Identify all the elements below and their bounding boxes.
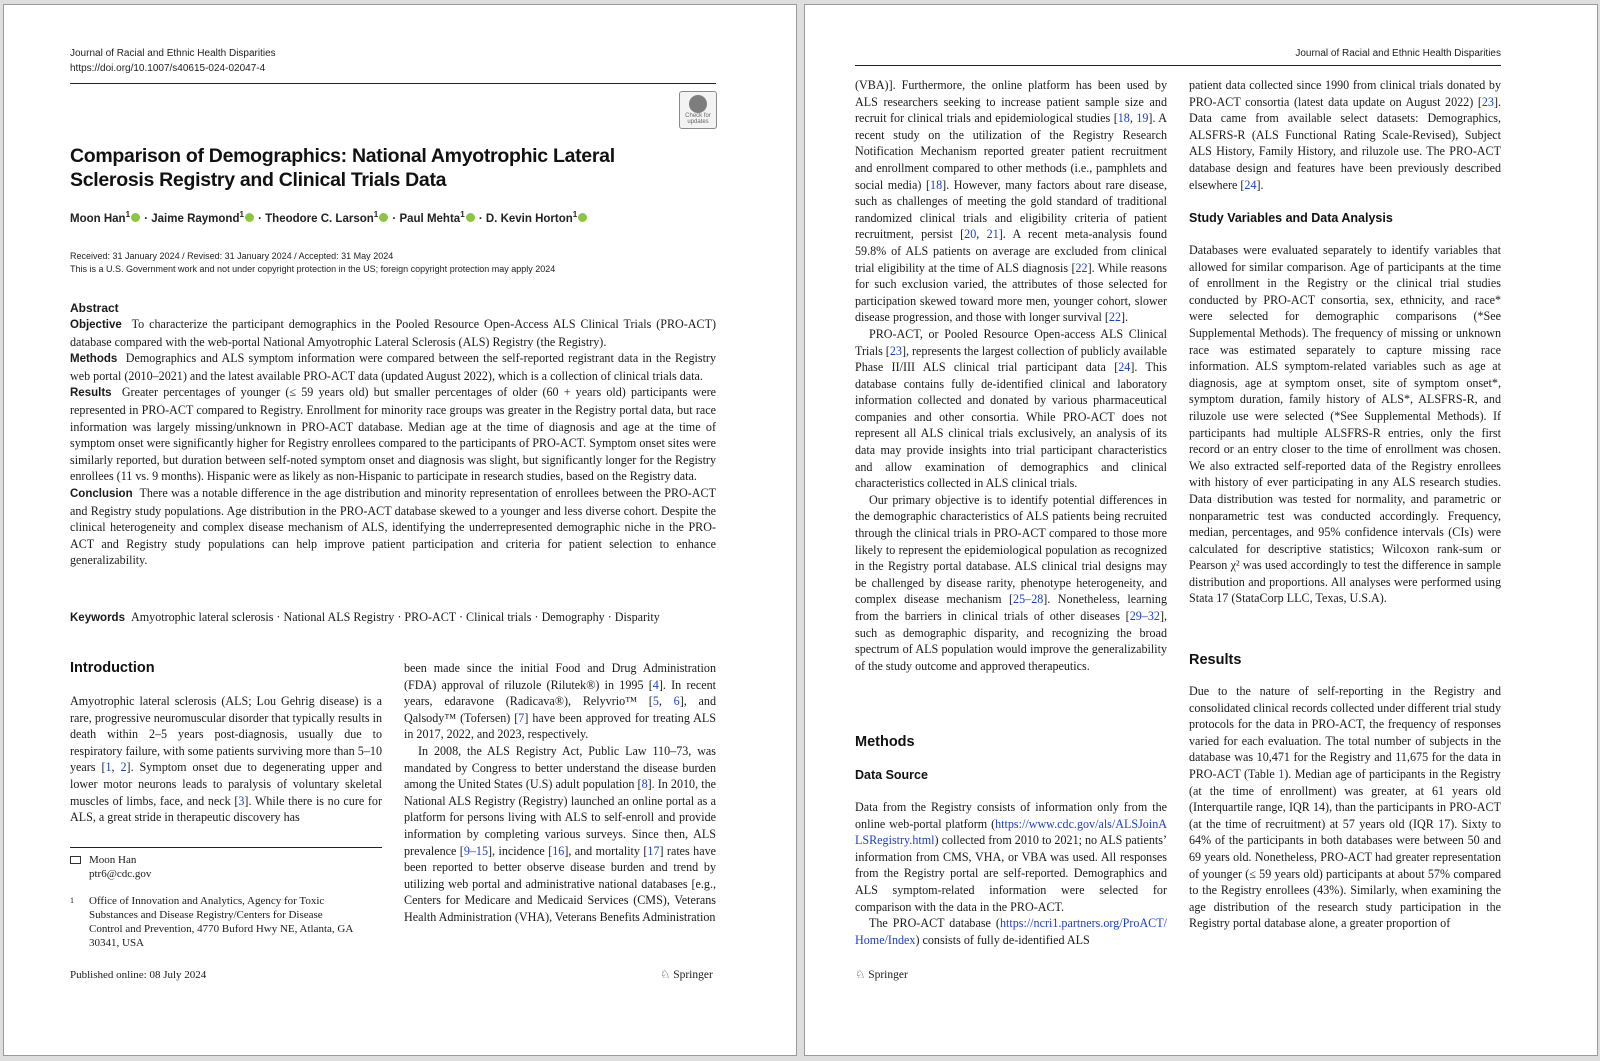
citation-link[interactable]: 24	[1244, 177, 1257, 192]
citation-link[interactable]: 25–28	[1013, 592, 1044, 607]
check-for-updates-badge[interactable]	[679, 91, 717, 129]
methods-label: Methods	[70, 353, 118, 366]
author[interactable]: Jaime Raymond	[151, 212, 240, 225]
abstract-objective	[70, 316, 716, 350]
body-paragraph: Data from the Registry consists of information only from the online web-portal platform (https://www.cdc.gov/als/ALSJoinALSRegistry.html) collected from 2010 to 2021; no ALS patients’ information from CMS, VHA, or VBA was used. All responses from the Registry portal are self-reported. Demographics and ALS symptom-related information were selected for comparison with the data in the PRO-ACT.	[855, 800, 1167, 914]
badge-label: Check for updates	[685, 113, 711, 125]
author-separator: ·	[254, 212, 266, 225]
citation-link[interactable]: 22	[1108, 310, 1122, 325]
body-paragraph: Databases were evaluated separately to identify variables that allowed for similar comparison. Age of participants at the time of enrollment in the Registry or the clinical trial studies conducted by PRO-ACT consortia, sex, ethnicity, and race* were selected for demographic comparisons (*See Supplemental Methods). The frequency of missing or unknown race was estimated separately to capture missing race information. ALS symptom-related variables such as age at diagnosis, age at symptom onset, site of symptom onset*, symptom duration, family history of ALS*, ALSFRS-R, and riluzole use were selected (*See Supplemental Methods). If participants had multiple ALSFRS-R entries, only the first record or an entry closer to the time of enrollment was chosen. We also extracted self-reported data of the Registry enrollees with history of ever participating in any ALS research studies. Data distribution was tested for normality, and parametric or nonparametric test was conducted accordingly. Frequency, median, percentages, and 95% confidence intervals (CIs) were calculated for descriptive statistics; Wilcoxon rank-sum or Pearson χ² was used accordingly to test the difference in sample distribution and proportions. All analyses were performed using Stata 17 (StataCorp LLC, Texas, U.S.A).	[1189, 243, 1501, 606]
study-variables-text	[1189, 242, 1501, 607]
author-affil-sup: 1	[373, 210, 379, 219]
body-paragraph: patient data collected since 1990 from clinical trials donated by PRO-ACT consortia (latest data update on August 2022) [23]. Data came from available select datasets: Demographics, ALSFRS-R (ALS Functional Rating Scale-Revised), Subject ALS History, Family History, and riluzole use. The PRO-ACT database design and features have been previously described elsewhere [24].	[1189, 78, 1501, 192]
springer-horse-icon: ♘	[660, 969, 671, 981]
registry-url-link[interactable]: https://www.cdc.gov/als/ALSJoinALSRegistry.html	[855, 816, 1167, 848]
author[interactable]: Paul Mehta	[399, 212, 461, 225]
intro-paragraph: Amyotrophic lateral sclerosis (ALS; Lou Gehrig disease) is a rare, progressive neuromuscular disorder that typically results in death within 2–5 years post-diagnosis, usually due to respiratory failure, with some patients surviving more than 5–10 years [1, 2]. Symptom onset due to degenerating upper and lower motor neurons leads to paralysis of voluntary skeletal muscles of limbs, face, and neck [3]. While there is no cure for ALS, a great stride in therapeutic discovery has	[70, 694, 383, 825]
methods-heading: Methods	[855, 734, 915, 750]
abstract-body	[70, 316, 716, 569]
corresponding-author: Moon Han	[89, 854, 137, 866]
footnote-rule	[70, 847, 382, 848]
results-heading: Results	[1189, 652, 1242, 668]
citation-link[interactable]: 2	[120, 760, 127, 775]
citation-link[interactable]: 18	[930, 177, 943, 192]
header-rule	[855, 65, 1501, 66]
citation-link[interactable]: 1	[105, 760, 112, 775]
citation-link[interactable]: 8	[641, 777, 648, 792]
results-label: Results	[70, 387, 112, 400]
orcid-icon[interactable]	[466, 213, 475, 222]
received-dates: Received: 31 January 2024 / Revised: 31 January 2024 / Accepted: 31 May 2024	[70, 251, 394, 261]
citation-link[interactable]: 18	[1117, 111, 1130, 126]
objective-label: Objective	[70, 319, 122, 331]
author-affil-sup: 1	[572, 210, 578, 219]
author-list	[70, 210, 588, 225]
abstract-results	[70, 384, 716, 485]
header-rule	[70, 83, 716, 84]
citation-link[interactable]: 23	[889, 343, 902, 358]
publisher-logo: ♘ Springer	[855, 969, 908, 981]
intro-column-2	[404, 660, 716, 926]
results-text: Greater percentages of younger (≤ 59 years old) but smaller percentages of older (60 + years old) participants were represented in PRO-ACT compared to Registry. Enrollment for minority race groups was greater in the Registry portal data, but race information was largely missing/unknown in PRO-ACT database. Median age at the time of diagnosis and age at the time of symptom onset were significantly higher for Registry enrollees compared to the participants of PRO-ACT. Symptom onset sites were similarly reported, but duration between self-noted symptom onset and diagnosis was slight, but significantly longer for the Registry enrollees (11 vs. 9 months). Hispanic were as likely as non-Hispanic to participate in research studies, based on the Registry data.	[70, 385, 717, 484]
citation-link[interactable]: 22	[1075, 260, 1088, 275]
author-affil-sup: 1	[460, 210, 465, 219]
abstract-conclusion	[70, 485, 716, 569]
citation-link[interactable]: 6	[673, 694, 680, 709]
abstract-methods	[70, 350, 716, 384]
conclusion-text: There was a notable difference in the age distribution and minority representation of enrollees between the PRO-ACT and Registry study populations. Age distribution in the PRO-ACT database skewed to a younger and less diverse cohort. Despite the clinical heterogeneity and complex disease mechanism of ALS, identifying the underrepresented demographic niche in the PRO-ACT and Registry study populations can help improve patient participation and criteria for patient selection to enhance generalizability.	[70, 485, 716, 568]
body-paragraph: Due to the nature of self-reporting in the Registry and consolidated clinical records collected under different trial study protocols for the data in PRO-ACT, the frequency of responses varied for each evaluation. The total number of subjects in the database was 10,471 for the Registry and 11,675 for the data in PRO-ACT (Table 1). Median age of participants in the Registry (at the time of enrollment) was greater, at 61 years old (Interquartile range, IQR 14), than the participants in PRO-ACT (at the time of recruitment) at 57 years old (IQR 17). Sixty to 64% of the participants in both databases were between 50 and 69 years old. Nonetheless, PRO-ACT had greater representation of younger (≤ 59 years old) participants at about 57% compared to the Registry enrollees (43%). Similarly, when examining the age distribution of the research study participation in the Registry portal database alone, a greater proportion of	[1189, 684, 1501, 931]
intro-column-1	[70, 693, 382, 826]
keywords	[70, 609, 716, 627]
results-text	[1189, 683, 1501, 932]
citation-link[interactable]: 17	[647, 843, 660, 858]
affiliation-sup: 1	[70, 896, 74, 905]
author[interactable]: Theodore C. Larson	[265, 212, 374, 225]
study-variables-heading: Study Variables and Data Analysis	[1189, 211, 1393, 225]
page-2	[804, 4, 1598, 1056]
springer-horse-icon: ♘	[855, 969, 866, 981]
citation-link[interactable]: 5	[652, 694, 659, 709]
citation-link[interactable]: 20	[964, 227, 977, 242]
article-title: Comparison of Demographics: National Amyotrophic Lateral Sclerosis Registry and Clinical Trials Data	[70, 145, 615, 191]
citation-link[interactable]: 3	[238, 793, 245, 808]
doi-link[interactable]: https://doi.org/10.1007/s40615-024-02047-4	[70, 63, 266, 74]
introduction-heading: Introduction	[70, 660, 155, 676]
copyright-notice: This is a U.S. Government work and not under copyright protection in the US; foreign copyright protection may apply 2024	[70, 264, 556, 274]
citation-link[interactable]: 7	[518, 710, 525, 725]
proact-url-link[interactable]: https://ncri1.partners.org/ProACT/Home/Index	[855, 916, 1167, 947]
intro-paragraph: In 2008, the ALS Registry Act, Public Law 110–73, was mandated by Congress to better understand the disease burden among the United States (U.S) adult population [8]. In 2010, the National ALS Registry (Registry) launched an online portal as a platform for persons living with ALS to self-enroll and provide information by completing various surveys. Since then, ALS prevalence [9–15], incidence [16], and mortality [17] rates have been reported to better observe disease burden and trend by utilizing web portal and administrative national databases [e.g., Centers for Medicare and Medicaid Services (CMS), Veterans Health Administration (VHA), Veterans Benefits Administration	[404, 743, 716, 924]
corresponding-email[interactable]: ptr6@cdc.gov	[89, 868, 152, 880]
citation-link[interactable]: 19	[1136, 111, 1149, 126]
author-affil-sup: 1	[125, 210, 131, 219]
page-1	[3, 4, 797, 1056]
citation-link[interactable]: 4	[652, 677, 659, 692]
orcid-icon[interactable]	[245, 213, 254, 222]
affiliation: Office of Innovation and Analytics, Agency for Toxic Substances and Disease Registry/Centers for Disease Control and Prevention, 4770 Buford Hwy NE, Atlanta, GA 30341, USA	[89, 895, 353, 949]
table-link[interactable]: 1	[1278, 766, 1285, 781]
author-separator: ·	[475, 212, 486, 225]
abstract-heading: Abstract	[70, 301, 119, 315]
column-1	[855, 77, 1167, 674]
orcid-icon[interactable]	[131, 213, 140, 222]
check-icon	[689, 95, 707, 113]
citation-link[interactable]: 21	[986, 227, 999, 242]
data-source-heading: Data Source	[855, 768, 928, 782]
citation-link[interactable]: 16	[552, 843, 565, 858]
orcid-icon[interactable]	[578, 213, 587, 222]
author-separator: ·	[141, 212, 152, 225]
citation-link[interactable]: 9–15	[463, 843, 488, 858]
data-source-text	[855, 799, 1167, 948]
author[interactable]: Moon Han	[70, 212, 126, 225]
body-paragraph: PRO-ACT, or Pooled Resource Open-access ALS Clinical Trials [23], represents the largest collection of publicly available Phase II/III ALS clinical trial participant data [24]. This database contains fully de-identified clinical and laboratory information collected and donated by various pharmaceutical companies and other consortia. While PRO-ACT does not represent all ALS clinical trials exclusively, an analysis of its data may provide insights into trial participant characteristics and allow examination of demographics and clinical characteristics collected in ALS clinical trials.	[855, 326, 1168, 491]
citation-link[interactable]: 24	[1118, 360, 1131, 375]
citation-link[interactable]: 29–32	[1129, 609, 1160, 623]
journal-name: Journal of Racial and Ethnic Health Disparities	[1295, 48, 1501, 59]
published-date: Published online: 08 July 2024	[70, 969, 207, 981]
conclusion-label: Conclusion	[70, 487, 133, 500]
methods-text: Demographics and ALS symptom information were compared between the self-reported registrant data in the Registry web portal (2010–2021) and the latest available PRO-ACT data (updated August 2022), which is a collection of clinical trials data.	[70, 351, 717, 383]
envelope-icon	[70, 856, 81, 864]
author[interactable]: D. Kevin Horton	[485, 212, 573, 225]
body-paragraph: Our primary objective is to identify potential differences in the demographic characteristics of ALS patients being recruited through the clinical trials in PRO-ACT compared to those more likely to represent the epidemiological population as recognized in the Registry portal database. ALS clinical trial designs may be challenged by disease rarity, phenotype heterogeneity, and complex disease mechanism [25–28]. Nonetheless, learning from the barriers in clinical trials of other diseases [29–32], such as demographic disparity, and recognizing the broad spectrum of ALS population would improve the generalizability of the study outcome and approved therapeutics.	[855, 492, 1167, 673]
citation-link[interactable]: 23	[1481, 94, 1494, 109]
orcid-icon[interactable]	[379, 213, 388, 222]
objective-text: To characterize the participant demographics in the Pooled Resource Open-Access ALS Clinical Trials (PRO-ACT) database compared with the web-portal National Amyotrophic Lateral Sclerosis (ALS) Registry (the Registry).	[70, 317, 716, 349]
author-affil-sup: 1	[239, 210, 244, 219]
intro-paragraph: been made since the initial Food and Drug Administration (FDA) approval of riluzole (Rilutek®) in 1995 [4]. In recent years, edaravone (Radicava®), Relyvrio™ [5, 6], and Qalsody™ (Tofersen) [7] have been approved for treating ALS in 2017, 2022, and 2023, respectively.	[404, 661, 717, 742]
journal-name: Journal of Racial and Ethnic Health Disparities	[70, 48, 276, 59]
author-separator: ·	[389, 212, 400, 225]
body-paragraph: (VBA)]. Furthermore, the online platform has been used by ALS researchers seeking to increase patient sample size and recruit for clinical trials and epidemiological studies [18, 19]. A recent study on the utilization of the Registry Research Notification Mechanism reported greater patient recruitment and enrollment compared to other methods (i.e., pamphlets and social media) [18]. However, many factors about rare disease, such as challenges of meeting the gold standard of traditional randomized clinical trials and eligibility criteria of patient recruitment, persist [20, 21]. A recent meta-analysis found 59.8% of ALS patients on average are excluded from clinical trial eligibility at the time of ALS diagnosis [22]. While reasons for such exclusion varied, the attributes of those selected for participation skewed toward more men, younger cohort, slower disease progression, and those with longer survival [22].	[855, 78, 1168, 325]
publisher-logo: ♘ Springer	[660, 969, 713, 981]
keywords-text: Amyotrophic lateral sclerosis · National ALS Registry · PRO-ACT · Clinical trials · Demography · Disparity	[131, 610, 660, 624]
keywords-label: Keywords	[70, 612, 125, 624]
column-2-top	[1189, 77, 1501, 193]
correspondence	[70, 853, 382, 950]
body-paragraph: The PRO-ACT database (https://ncri1.partners.org/ProACT/Home/Index) consists of fully de-identified ALS	[855, 916, 1167, 947]
